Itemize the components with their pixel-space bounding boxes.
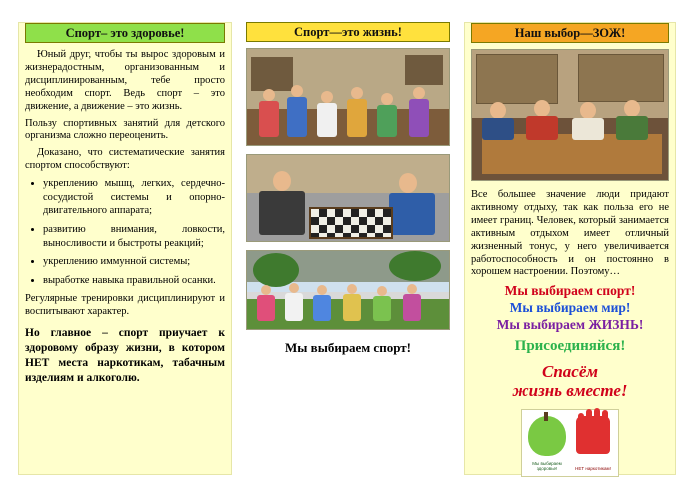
benefits-list (25, 177, 225, 287)
center-caption: Мы выбираем спорт! (285, 340, 411, 355)
left-paragraph-2: Пользу спортивных занятий для детского организма сложно переоценить. (25, 117, 225, 142)
list-item: • укреплению иммунной системы; (43, 255, 225, 269)
list-item: • укреплению мышц, легких, сердечно-сосудистой системы и опорно-двигательного аппарата; (43, 177, 225, 218)
right-paragraph: Все большее значение люди придают активному отдыху, так как польза его не имеет границ. Человек, который занимается активным отдыхом имеет отличный жизненный тонус, у него увеличивается работоспособность и он постоянно в хорошем настроении. Поэтому… (471, 189, 669, 278)
left-highlight-text: Но главное – спорт приучает к здоровому образу жизни, в котором НЕТ места наркотикам, табачным изделиям и алкоголю. (25, 327, 225, 385)
slogan-join: Присоединяйся! (514, 337, 626, 354)
photo-art (247, 155, 449, 241)
left-paragraph-3: Доказано, что систематические занятия спортом способствуют: (25, 147, 225, 172)
photo-boys-playing-chess (246, 154, 450, 242)
slogan-life: Мы выбираем ЖИЗНЬ! (496, 317, 644, 333)
column-center (242, 22, 454, 475)
apple-stem-icon (544, 412, 548, 421)
apple-icon (528, 416, 566, 456)
logo-container (471, 409, 669, 477)
photo-children-raising-hands (246, 48, 450, 146)
list-item: • выработке навыка правильной осанки. (43, 274, 225, 288)
columns-container (18, 22, 682, 475)
logo-hand-label: НЕТ наркотикам! (575, 465, 611, 471)
photo-kids-at-table (471, 49, 669, 181)
banner-right: Наш выбор—ЗОЖ! (471, 23, 669, 43)
healthy-choice-logo (521, 409, 619, 477)
left-paragraph-4: Регулярные тренировки дисциплинируют и воспитывают характер. (25, 292, 225, 317)
photo-art (247, 251, 449, 329)
photo-art (472, 50, 668, 180)
slogan-save: Спасём (541, 361, 599, 381)
column-right (464, 22, 676, 475)
banner-left: Спорт– это здоровье! (25, 23, 225, 43)
slogan-sport: Мы выбираем спорт! (504, 283, 636, 299)
column-left (18, 22, 232, 475)
photo-group-outdoors (246, 250, 450, 330)
photo-art (247, 49, 449, 145)
logo-apple-label: Мы выбираем здоровье! (532, 460, 562, 471)
banner-center: Спорт—это жизнь! (246, 22, 450, 42)
left-paragraph-1: Юный друг, чтобы ты вырос здоровым и жизнерадостным, организованным и дисциплинированным, тебе просто необходим спорт. Ведь спорт – это движение, а движение – это жизнь. (25, 49, 225, 112)
list-item: • развитию внимания, ловкости, выносливости и быстроты реакций; (43, 223, 225, 250)
slogan-together: жизнь вместе! (512, 381, 628, 401)
slogan-peace: Мы выбираем мир! (509, 300, 631, 316)
